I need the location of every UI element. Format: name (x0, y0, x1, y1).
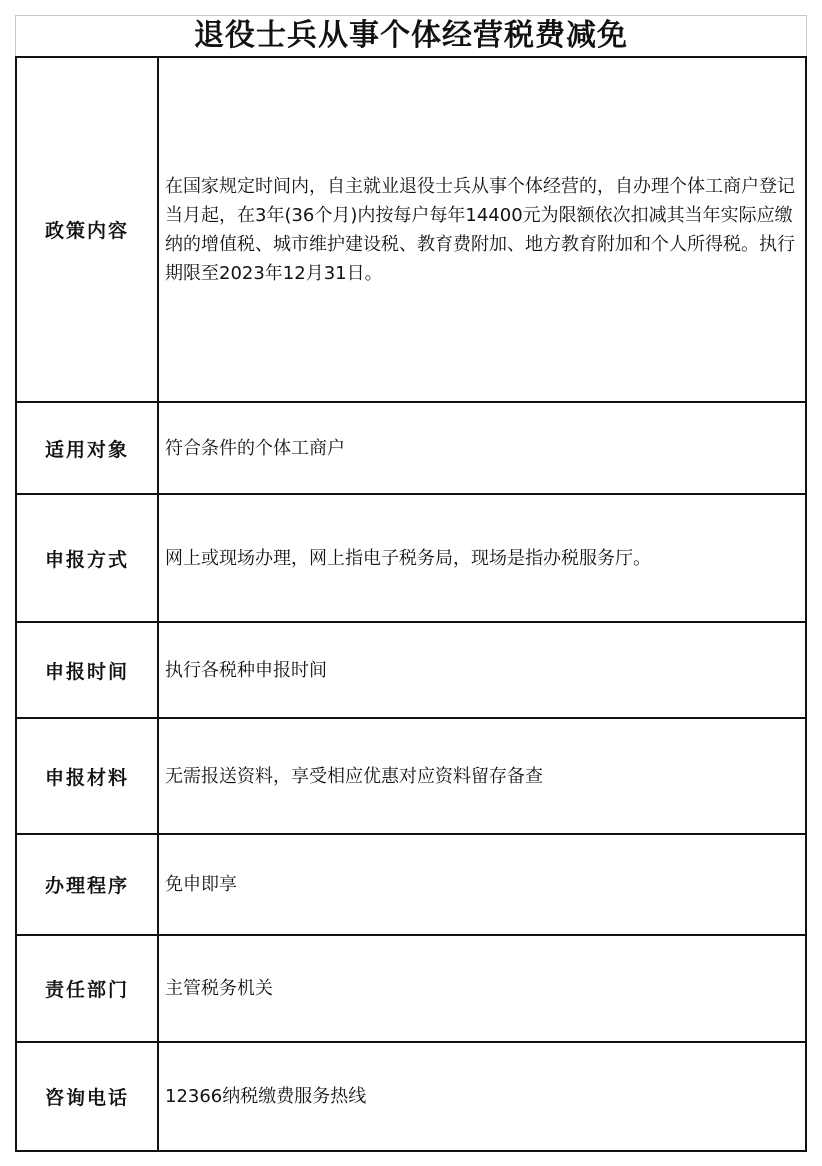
policy-content-text: 在国家规定时间内，自主就业退役士兵从事个体经营的，自办理个体工商户登记当月起，在3年(36个月)内按每户每年14400元为限额依次扣减其当年实际应缴纳的增值税、城市维护建设税、教育费附加、地方教育附加和个人所得税。执行期限至2023年12月31日。 (165, 175, 795, 284)
table-row-procedure (16, 834, 806, 935)
table-row-policy-content (16, 57, 806, 402)
table-row-filing-time (16, 622, 806, 718)
table-row-target (16, 402, 806, 494)
row-label: 申报方式 (16, 494, 158, 622)
policy-sheet (15, 15, 807, 1152)
row-label: 申报材料 (16, 718, 158, 834)
title-row (15, 15, 807, 56)
row-value: 免申即享 (158, 834, 806, 935)
row-label: 适用对象 (16, 402, 158, 494)
table-row-hotline (16, 1042, 806, 1151)
row-label: 申报时间 (16, 622, 158, 718)
row-value: 符合条件的个体工商户 (158, 402, 806, 494)
row-value: 主管税务机关 (158, 935, 806, 1042)
row-value (158, 57, 806, 402)
row-value: 12366纳税缴费服务热线 (158, 1042, 806, 1151)
row-label: 办理程序 (16, 834, 158, 935)
row-value: 执行各税种申报时间 (158, 622, 806, 718)
table-row-filing-method (16, 494, 806, 622)
row-label: 责任部门 (16, 935, 158, 1042)
row-value: 网上或现场办理，网上指电子税务局，现场是指办税服务厅。 (158, 494, 806, 622)
table-row-responsible-dept (16, 935, 806, 1042)
row-value: 无需报送资料，享受相应优惠对应资料留存备查 (158, 718, 806, 834)
row-label: 政策内容 (16, 57, 158, 402)
page-title: 退役士兵从事个体经营税费减免 (194, 18, 628, 53)
table-row-filing-materials (16, 718, 806, 834)
policy-table (15, 56, 807, 1152)
row-label: 咨询电话 (16, 1042, 158, 1151)
